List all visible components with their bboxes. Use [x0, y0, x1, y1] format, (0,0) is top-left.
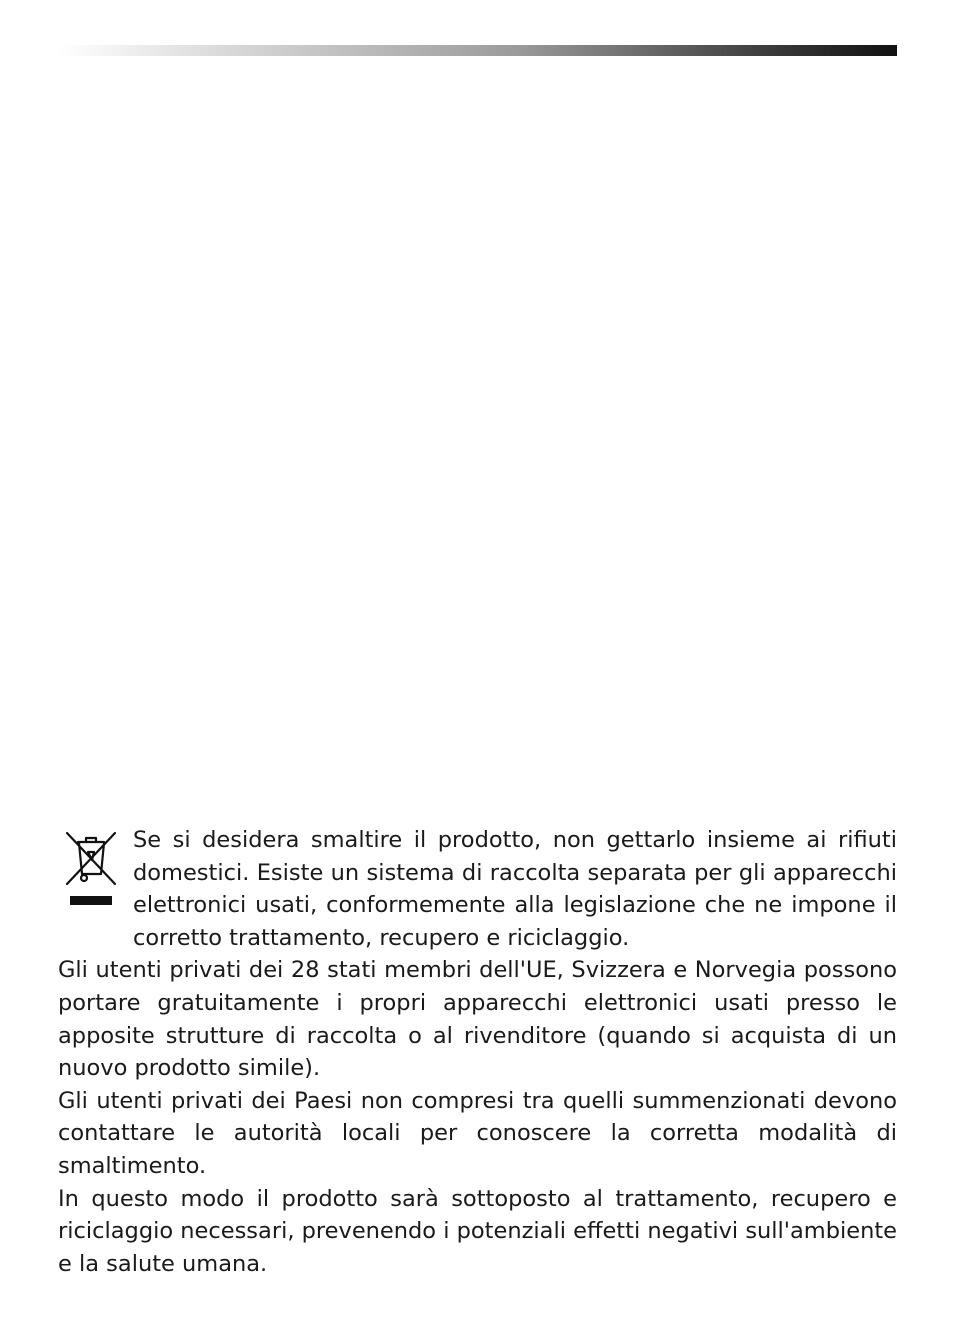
paragraph-eu-users: Gli utenti privati dei 28 stati membri dell'UE, Svizzera e Norvegia possono portare gratuitamente i propri apparecchi elettronici usati presso le apposite strutture di raccolta o al rivenditore (quando si acquista di un nuovo prodotto simile). [58, 957, 897, 1082]
crossed-out-wheelie-bin-icon [64, 830, 118, 910]
header-gradient-bar [58, 45, 897, 56]
paragraph-non-eu-users: Gli utenti privati dei Paesi non compresi tra quelli summenzionati devono contattare le autorità locali per conoscere la corretta modalità di smaltimento. [58, 1087, 897, 1179]
disposal-notice [58, 824, 897, 1280]
paragraph-benefits: In questo modo il prodotto sarà sottoposto al trattamento, recupero e riciclaggio necessari, prevenendo i potenziali effetti negativi sull'ambiente e la salute umana. [58, 1185, 897, 1277]
weee-block [58, 824, 897, 954]
paragraph-intro: Se si desidera smaltire il prodotto, non gettarlo insieme ai rifiuti domestici. Esiste un sistema di raccolta separata per gli apparecchi elettronici usati, conformemente alla legislazione che ne impone il corretto trattamento, recupero e riciclaggio. [133, 827, 897, 951]
